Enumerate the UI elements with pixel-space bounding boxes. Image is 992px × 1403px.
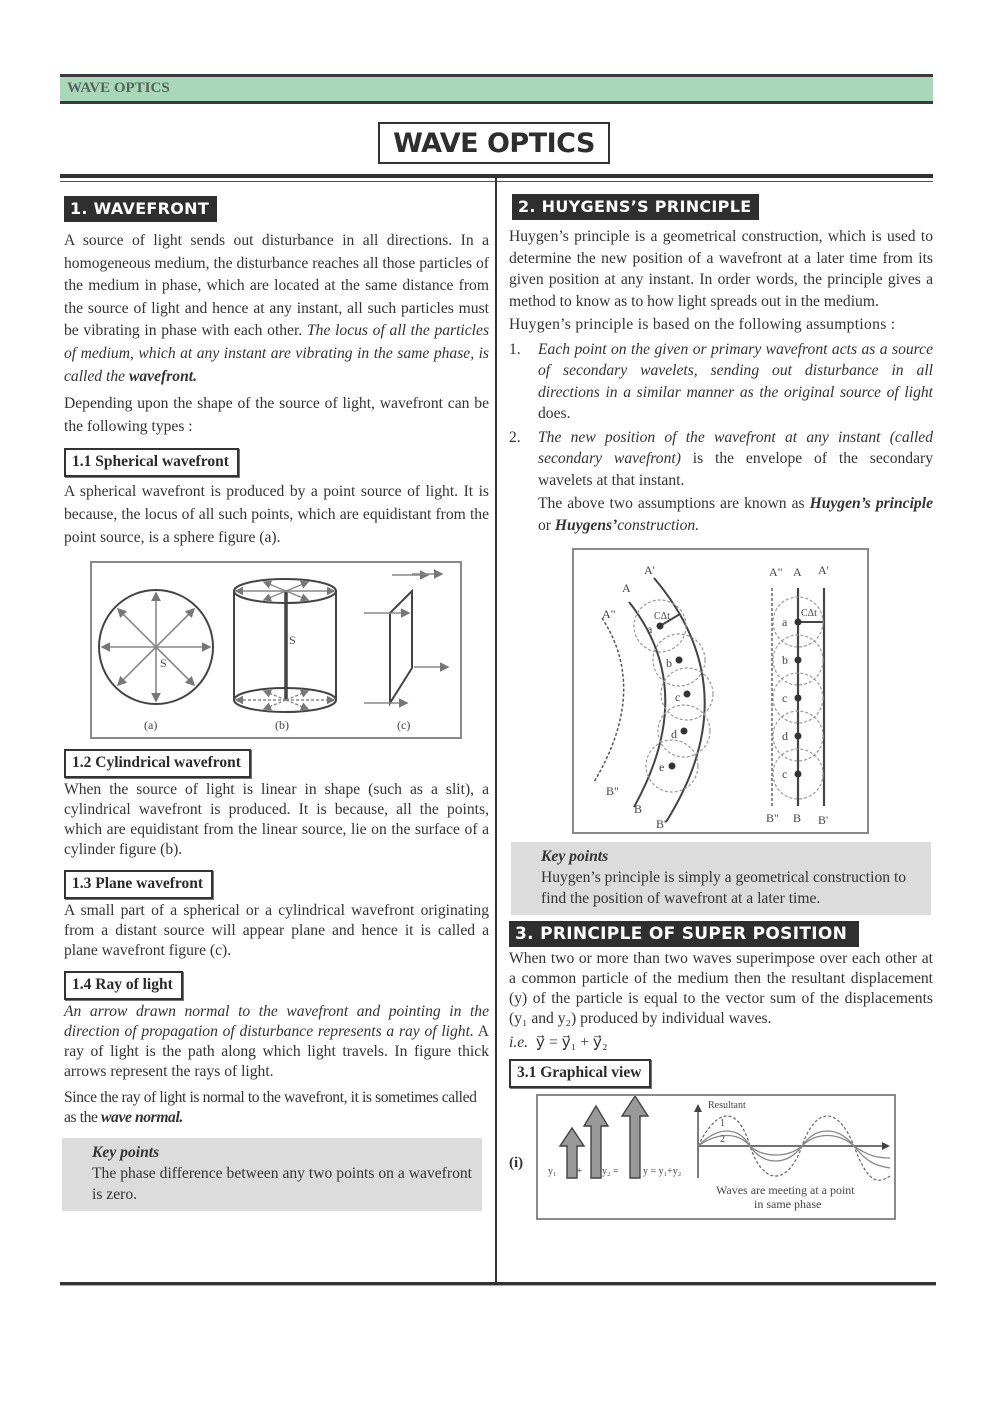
wavefront-types-intro: Depending upon the shape of the source of light, wavefront can be the following types : — [64, 395, 489, 435]
svg-text:A": A" — [602, 607, 616, 622]
right-column — [509, 194, 933, 1224]
cylindrical-text: When the source of light is linear in shape (such as a slit), a cylindrical wavefront is produced. It is because, all the points, which are equidistant from the linear source, lie on the surface of a cylinder figure (b). — [64, 781, 489, 859]
key-points-box-huygens — [511, 842, 931, 915]
svg-text:y = y₁+y₂: y = y₁+y₂ — [643, 1166, 682, 1178]
ray-of-light-paragraph — [64, 1002, 489, 1082]
svg-text:A': A' — [818, 563, 829, 578]
svg-text:S: S — [289, 633, 296, 648]
huygens-intro: Huygen’s principle is a geometrical construction, which is used to determine the new position of a wavefront at a later time from its given position at any instant. In order words, the principle gives a method to know as to how light spreads out in the medium. — [509, 228, 933, 310]
column-divider — [495, 178, 497, 1284]
svg-text:CΔt: CΔt — [801, 608, 817, 620]
assumption-italic: Each point on the given or primary wavefront acts as a source of secondary wavelets, sending out disturbance in all directions in a similar manner as the original source of light — [538, 340, 933, 401]
superposition-figure — [536, 1094, 896, 1220]
svg-text:A": A" — [769, 565, 783, 580]
svg-text:(a): (a) — [144, 718, 158, 733]
section-heading-huygens: 2. HUYGENS’S PRINCIPLE — [512, 194, 759, 220]
closing-text: The above two assumptions are known as — [538, 495, 810, 513]
svg-text:b: b — [666, 656, 672, 671]
assumption-normal: is the envelope of the secondary wavelets at that instant. — [538, 450, 933, 489]
key-points-box-wavefront — [62, 1138, 482, 1211]
wavefront-term: wavefront. — [128, 367, 197, 385]
section-heading-wavefront: 1. WAVEFRONT — [64, 196, 217, 222]
svg-text:y₂ =: y₂ = — [602, 1166, 619, 1178]
graphical-view-row — [509, 1094, 933, 1224]
svg-text:A: A — [622, 581, 631, 596]
svg-text:B': B' — [656, 817, 667, 832]
svg-text:S: S — [160, 656, 167, 671]
subheading-graphical-view: 3.1 Graphical view — [509, 1059, 651, 1088]
svg-text:b: b — [782, 653, 788, 668]
closing-text: or — [538, 516, 555, 534]
assumption-normal: does. — [538, 405, 571, 423]
subheading-plane: 1.3 Plane wavefront — [64, 870, 213, 899]
svg-text:1: 1 — [720, 1118, 725, 1130]
huygens-diagram — [574, 550, 867, 832]
svg-text:Resultant: Resultant — [708, 1100, 746, 1112]
ie-label: i.e. — [509, 1034, 529, 1052]
wavefront-diagram — [92, 563, 460, 737]
running-header — [60, 74, 933, 104]
closing-term-2: Huygens’ — [554, 516, 618, 534]
assumption-number: 1. — [509, 340, 521, 358]
running-header-text: WAVE OPTICS — [67, 80, 170, 96]
key-points-title: Key points — [92, 1144, 160, 1162]
svg-text:CΔt: CΔt — [654, 611, 670, 623]
superposition-diagram — [538, 1096, 894, 1218]
svg-text:B": B" — [766, 811, 779, 826]
svg-text:B": B" — [606, 784, 619, 799]
key-points-text: The phase difference between any two points on a wavefront is zero. — [92, 1165, 472, 1204]
closing-term-1: Huygen’s principle — [809, 495, 933, 513]
subheading-ray-of-light: 1.4 Ray of light — [64, 971, 183, 1000]
plane-text: A small part of a spherical or a cylindrical wavefront originating from a distant source will appear plane and hence it is called a plane wavefront figure (c). — [64, 902, 489, 960]
subheading-spherical: 1.1 Spherical wavefront — [64, 448, 239, 477]
left-column — [64, 196, 489, 1211]
assumption-number: 2. — [509, 428, 521, 446]
svg-text:y₁: y₁ — [548, 1166, 557, 1178]
spherical-text: A spherical wavefront is produced by a point source of light. It is because, the locus of all such points, which are equidistant from the point source, is a sphere figure (a). — [64, 483, 489, 546]
closing-text: construction. — [617, 516, 700, 534]
svg-text:a: a — [647, 622, 653, 637]
svg-text:+: + — [576, 1165, 583, 1178]
svg-text:d: d — [671, 727, 677, 742]
wave-normal-text: Since the ray of light is normal to the wavefront, it is sometimes called as the — [64, 1089, 477, 1127]
svg-text:c: c — [782, 691, 788, 706]
page-title-box — [378, 122, 610, 164]
superposition-text: When two or more than two waves superimpose over each other at a common particle of the medium then the resultant displacement (y) of the particle is equal to the vector sum of the displacements (y₁ and y₂) produced by individual waves. — [509, 950, 933, 1028]
wavefront-text: A source of light sends out disturbance in all directions. In a homogeneous medium, the disturbance reaches all those particles of the medium in phase, which are located at the same distance from the source of light and hence at any instant, all such particles must be vibrating in phase with each other. — [64, 232, 489, 340]
equation: y⃗ = y⃗₁ + y⃗₂ — [535, 1034, 608, 1052]
svg-text:B: B — [634, 802, 643, 817]
section-heading-superposition: 3. PRINCIPLE OF SUPER POSITION — [509, 921, 859, 947]
svg-text:A: A — [793, 565, 802, 580]
wavefront-paragraph — [64, 230, 489, 388]
wave-normal-paragraph — [64, 1088, 489, 1128]
superposition-equation — [509, 1033, 933, 1053]
huygens-assumptions-intro: Huygen’s principle is based on the following assumptions : — [509, 316, 896, 333]
svg-text:Waves are meeting at a point: Waves are meeting at a point — [716, 1183, 855, 1198]
assumption-italic: The new position of the wavefront at any instant (called secondary wavefront) — [538, 428, 933, 468]
svg-text:c: c — [675, 690, 681, 705]
ray-text: A ray of light is the path along which light travels. In figure thick arrows represent the rays of light. — [64, 1023, 489, 1081]
svg-text:B: B — [793, 811, 802, 826]
wavefront-types-figure — [90, 561, 462, 739]
ray-definition: An arrow drawn normal to the wavefront and pointing in the direction of propagation of disturbance represents a ray of light. — [64, 1003, 489, 1041]
svg-text:A': A' — [644, 563, 655, 578]
huygens-closing — [509, 493, 933, 536]
svg-text:B': B' — [818, 813, 829, 828]
svg-text:c: c — [782, 767, 788, 782]
svg-text:e: e — [659, 760, 665, 775]
page-title: WAVE OPTICS — [393, 127, 595, 159]
bottom-rule — [60, 1282, 936, 1285]
key-points-text: Huygen’s principle is simply a geometrical construction to find the position of wavefront at a later time. — [541, 869, 907, 908]
svg-text:(c): (c) — [397, 718, 411, 733]
wave-normal-term: wave normal. — [101, 1109, 183, 1127]
svg-text:a: a — [782, 615, 788, 630]
svg-text:2: 2 — [720, 1134, 725, 1146]
assumption-item — [509, 339, 933, 425]
subheading-cylindrical: 1.2 Cylindrical wavefront — [64, 749, 251, 778]
huygens-construction-figure — [572, 548, 869, 834]
huygens-assumptions-list — [509, 339, 933, 492]
assumption-item — [509, 427, 933, 492]
key-points-title: Key points — [541, 848, 609, 866]
svg-text:in same phase: in same phase — [754, 1197, 822, 1212]
case-label: (i) — [509, 1155, 524, 1172]
svg-text:(b): (b) — [275, 718, 289, 733]
wavefront-definition: The locus of all the particles of medium, which at any instant are vibrating in the same phase, is called the — [64, 322, 490, 385]
svg-text:d: d — [782, 729, 788, 744]
